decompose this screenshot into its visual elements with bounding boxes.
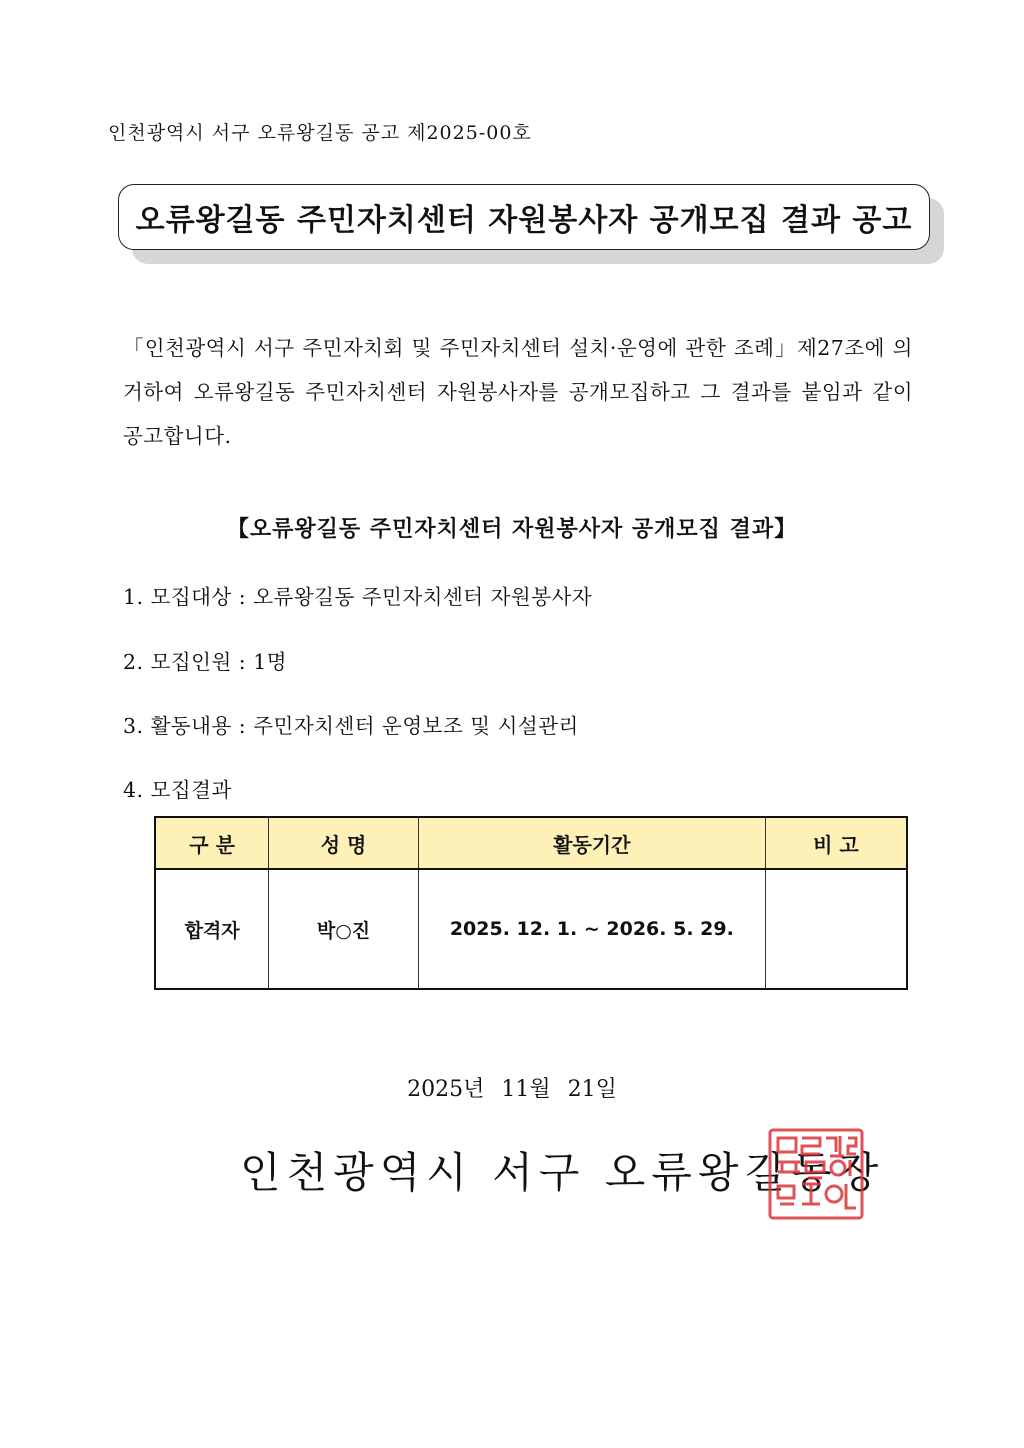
cell-name: 박○진 — [269, 869, 419, 989]
official-seal-icon — [766, 1126, 866, 1222]
item-results: 4. 모집결과 — [123, 778, 232, 802]
results-table — [154, 816, 908, 990]
header-remarks: 비 고 — [765, 817, 907, 869]
item-target: 1. 모집대상 : 오류왕길동 주민자치센터 자원봉사자 — [123, 585, 593, 609]
intro-paragraph: 「인천광역시 서구 주민자치회 및 주민자치센터 설치·운영에 관한 조례」제27조에 의거하여 오류왕길동 주민자치센터 자원봉사자를 공개모집하고 그 결과를 붙임과 같이 공고합니다. — [123, 336, 913, 448]
document-title: 오류왕길동 주민자치센터 자원봉사자 공개모집 결과 공고 — [135, 203, 913, 238]
item-headcount: 2. 모집인원 : 1명 — [123, 650, 288, 674]
item-activity: 3. 활동내용 : 주민자치센터 운영보조 및 시설관리 — [123, 714, 579, 738]
header-name: 성 명 — [269, 817, 419, 869]
cell-category: 합격자 — [155, 869, 269, 989]
title-box — [118, 184, 930, 250]
issuer-name: 인천광역시 서구 오류왕길동장 — [240, 1148, 885, 1197]
cell-period: 2025. 12. 1. ~ 2026. 5. 29. — [418, 869, 765, 989]
cell-remarks — [765, 869, 907, 989]
table-header-row — [155, 817, 907, 869]
notice-date: 2025년 11월 21일 — [407, 1077, 617, 1102]
section-title: 【오류왕길동 주민자치센터 자원봉사자 공개모집 결과】 — [226, 516, 798, 542]
header-period: 활동기간 — [418, 817, 765, 869]
table-row — [155, 869, 907, 989]
notice-number: 인천광역시 서구 오류왕길동 공고 제2025-00호 — [108, 122, 532, 144]
header-category: 구 분 — [155, 817, 269, 869]
title-banner — [118, 184, 930, 250]
